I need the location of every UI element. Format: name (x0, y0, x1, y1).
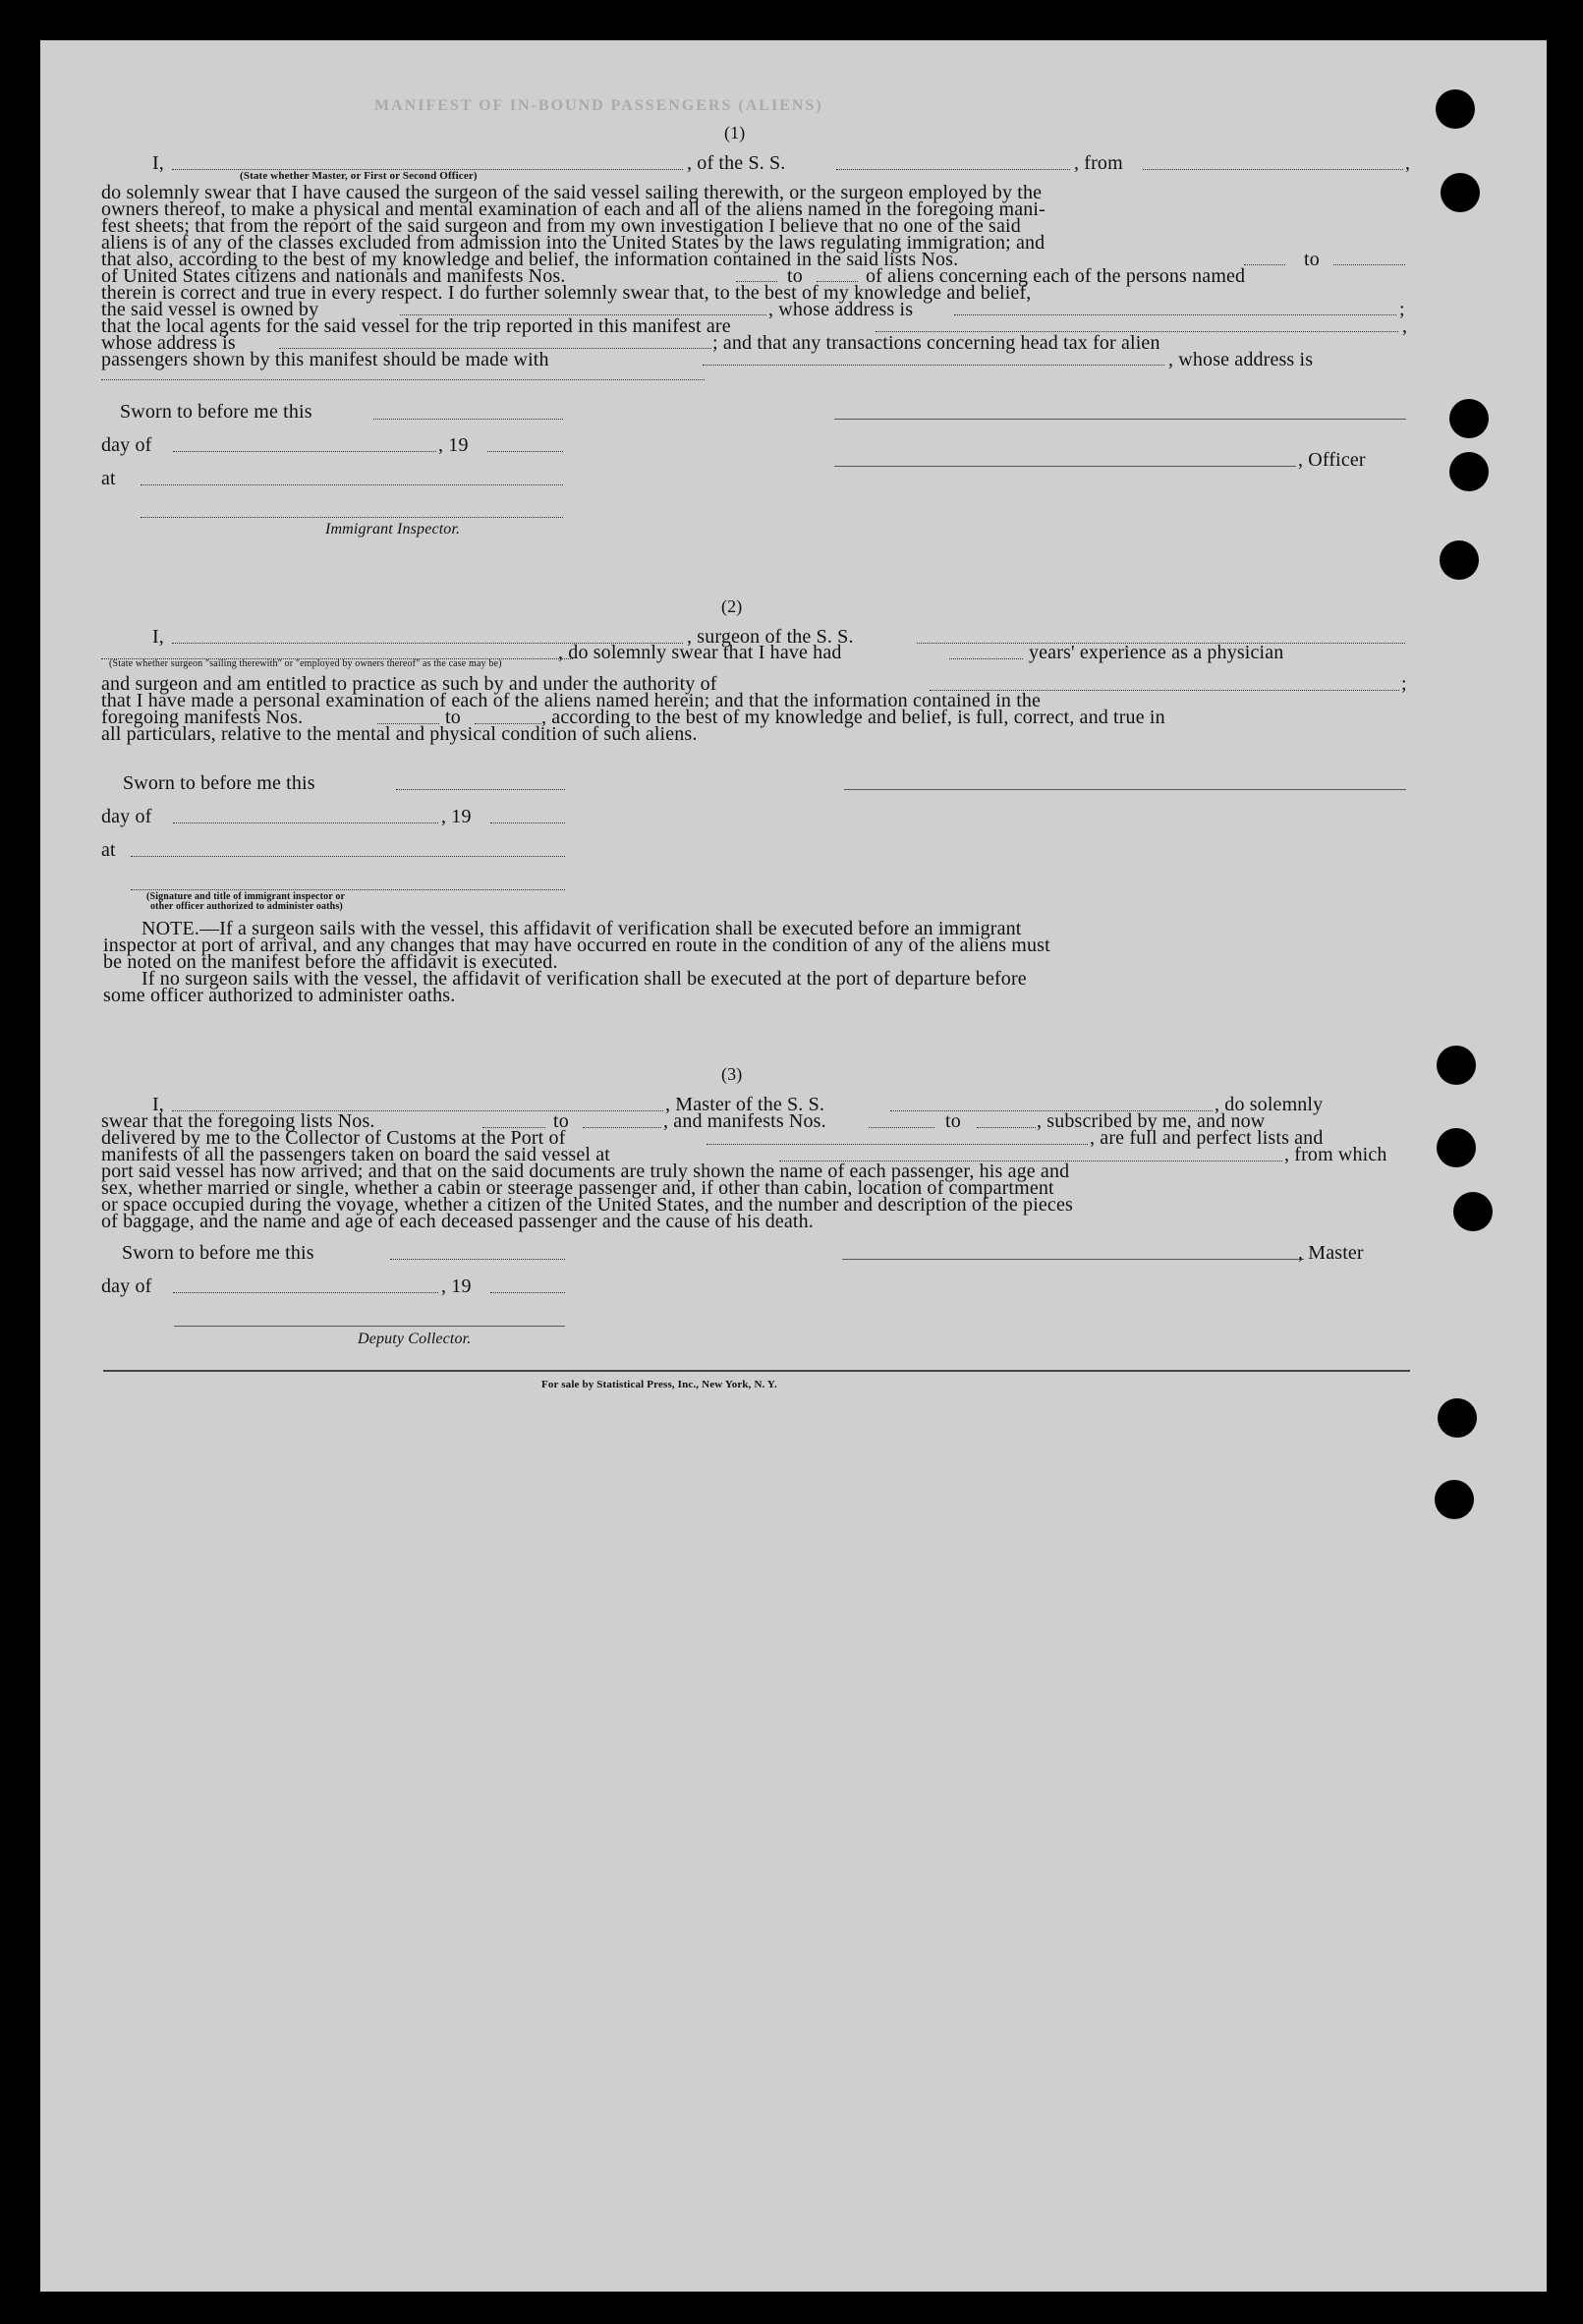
s3-para-line: , subscribed by me, and now (1037, 1110, 1266, 1132)
s1-sworn: Sworn to before me this (120, 401, 312, 423)
s2-para-line: all particulars, relative to the mental and physical condition of such aliens. (101, 723, 698, 745)
s3-master-of-ss: , Master of the S. S. (665, 1094, 825, 1115)
s3-para-line: of baggage, and the name and age of each deceased passenger and the cause of his death. (101, 1211, 814, 1232)
s1-para-line: ; and that any transactions concerning head tax for alien (712, 332, 1160, 354)
s2-sworn-day-field[interactable] (396, 789, 565, 790)
s3-dayof: day of (101, 1275, 152, 1297)
s2-note-line: If no surgeon sails with the vessel, the affidavit of verification shall be executed at the port of departure before (141, 968, 1027, 990)
s1-of-ss: , of the S. S. (687, 152, 786, 174)
s3-lists-to-field[interactable] (583, 1127, 661, 1128)
punch-hole (1441, 173, 1480, 212)
s1-comma: , (1402, 315, 1408, 337)
s2-signature-note: (Signature and title of immigrant inspector or (146, 891, 346, 902)
printer-imprint: For sale by Statistical Press, Inc., New York, N. Y. (541, 1379, 777, 1390)
s3-para-line: manifests of all the passengers taken on board the said vessel at (101, 1144, 610, 1165)
manifest-back-page (40, 40, 1547, 2292)
s2-signature-note: other officer authorized to administer oaths) (150, 901, 343, 912)
s2-month-field[interactable] (173, 822, 438, 823)
s2-i: I, (152, 626, 164, 648)
s1-at: at (101, 468, 116, 489)
s2-note-line: inspector at port of arrival, and any changes that may have occurred en route in the condition of any of the aliens must (103, 935, 1050, 956)
s2-note-line: NOTE.—If a surgeon sails with the vessel, this affidavit of verification shall be executed before an immigrant (141, 918, 1022, 939)
s3-deputy-label: Deputy Collector. (358, 1331, 472, 1347)
punch-hole (1440, 540, 1479, 580)
punch-hole (1453, 1192, 1493, 1231)
s3-para-line: delivered by me to the Collector of Customs at the Port of (101, 1127, 566, 1149)
s3-collector-signature-line[interactable] (174, 1326, 565, 1327)
head-tax-party-field[interactable] (703, 365, 1164, 366)
s1-place-field[interactable] (141, 484, 563, 485)
s1-whose-address: , whose address is (768, 299, 914, 320)
s1-para-line: passengers shown by this manifest should be made with (101, 349, 549, 370)
punch-hole (1437, 1128, 1476, 1167)
s2-at: at (101, 839, 116, 861)
s1-i: I, (152, 152, 164, 174)
s1-dayof: day of (101, 434, 152, 456)
from-port-field[interactable] (1143, 169, 1403, 170)
s1-rank-note: (State whether Master, or First or Second Officer) (240, 170, 478, 182)
s2-para-line: and surgeon and am entitled to practice as such by and under the authority of (101, 673, 717, 695)
s3-to: to (553, 1110, 569, 1132)
s1-para-line: that the local agents for the said vessel for the trip reported in this manifest are (101, 315, 731, 337)
s1-whose-address: , whose address is (1168, 349, 1314, 370)
s2-to: to (445, 707, 461, 728)
s1-from: , from (1074, 152, 1123, 174)
s1-officer-title-line[interactable] (834, 466, 1296, 467)
s1-sworn-day-field[interactable] (373, 419, 563, 420)
section-2-heading: (2) (721, 596, 743, 616)
bleed-through-text: MANIFEST OF IN-BOUND PASSENGERS (ALIENS) (374, 97, 823, 114)
s1-para-line: that also, according to the best of my knowledge and belief, the information contained in the said lists Nos. (101, 249, 959, 270)
s1-para-line: do solemnly swear that I have caused the surgeon of the said vessel sailing therewith, or the surgeon employed by the (101, 182, 1043, 203)
s1-to: to (1304, 249, 1320, 270)
customs-port-field[interactable] (707, 1144, 1088, 1145)
s2-place-field[interactable] (131, 856, 565, 857)
s3-solemnly: , do solemnly (1215, 1094, 1324, 1115)
head-tax-address-field[interactable] (101, 379, 705, 380)
s1-semicolon: ; (1399, 299, 1405, 320)
s2-para-line: foregoing manifests Nos. (101, 707, 304, 728)
s3-para-line: , are full and perfect lists and (1090, 1127, 1324, 1149)
s2-para-line: , according to the best of my knowledge and belief, is full, correct, and true in (541, 707, 1165, 728)
s3-manifests-from-field[interactable] (869, 1127, 934, 1128)
s1-officer-label: , Officer (1298, 449, 1366, 471)
s3-para-line: , and manifests Nos. (663, 1110, 826, 1132)
s3-to: to (945, 1110, 961, 1132)
owner-address-field[interactable] (954, 314, 1396, 315)
s2-year: , 19 (441, 806, 472, 827)
punch-hole (1438, 1398, 1477, 1438)
s3-master-label: , Master (1298, 1242, 1364, 1264)
s2-year-field[interactable] (490, 822, 565, 823)
s1-officer-signature-line[interactable] (834, 419, 1406, 420)
s1-year-field[interactable] (487, 451, 563, 452)
punch-hole (1437, 1046, 1476, 1085)
s1-year: , 19 (438, 434, 469, 456)
s3-sworn-day-field[interactable] (390, 1259, 565, 1260)
s1-para-line: fest sheets; that from the report of the said surgeon and from my own investigation I believe that no one of the said (101, 215, 1021, 237)
s1-para-line: aliens is of any of the classes excluded from admission into the United States by the laws regulating immigration; and (101, 232, 1046, 254)
section-3-heading: (3) (721, 1064, 743, 1084)
s2-surgeon-signature-line[interactable] (844, 789, 1406, 790)
s1-para-line: therein is correct and true in every respect. I do further solemnly swear that, to the best of my knowledge and belief, (101, 282, 1032, 304)
lists-from-field[interactable] (1244, 264, 1285, 265)
s2-swear: , do solemnly swear that I have had (558, 642, 842, 663)
s3-para-line: or space occupied during the voyage, whether a citizen of the United States, and the number and description of the pieces (101, 1194, 1073, 1216)
s3-para-line: , from which (1284, 1144, 1387, 1165)
s1-para-line: of United States citizens and nationals and manifests Nos. (101, 265, 566, 287)
s3-para-line: sex, whether married or single, whether a cabin or steerage passenger and, if other than cabin, location of compartment (101, 1177, 1054, 1199)
s1-para-line: of aliens concerning each of the persons named (866, 265, 1246, 287)
s1-para-line: the said vessel is owned by (101, 299, 319, 320)
s1-para-line: whose address is (101, 332, 236, 354)
lists-to-field[interactable] (1333, 264, 1405, 265)
s3-month-field[interactable] (173, 1292, 438, 1293)
s2-officer-signature-field[interactable] (131, 889, 565, 890)
punch-hole (1449, 452, 1489, 491)
s3-year-field[interactable] (490, 1292, 565, 1293)
punch-hole (1436, 89, 1475, 129)
s2-note-line: be noted on the manifest before the affidavit is executed. (103, 951, 558, 973)
s3-para-line: swear that the foregoing lists Nos. (101, 1110, 375, 1132)
s2-surgeon-of-ss: , surgeon of the S. S. (687, 626, 854, 648)
s3-i: I, (152, 1094, 164, 1115)
s1-from-comma: , (1405, 152, 1411, 174)
s3-sworn: Sworn to before me this (122, 1242, 314, 1264)
s1-inspector-label: Immigrant Inspector. (325, 521, 461, 538)
vessel-name-field[interactable] (836, 169, 1070, 170)
s3-para-line: port said vessel has now arrived; and that on the said documents are truly shown the name of each passenger, his age and (101, 1161, 1070, 1182)
punch-hole (1435, 1480, 1474, 1519)
s2-semicolon: ; (1401, 673, 1407, 695)
s1-to: to (787, 265, 803, 287)
s2-surgeon-note: (State whether surgeon "sailing therewith" or "employed by owners thereof" as the case may be) (109, 658, 502, 669)
s3-manifests-to-field[interactable] (977, 1127, 1036, 1128)
footer-rule (103, 1370, 1410, 1372)
s2-years: years' experience as a physician (1029, 642, 1284, 663)
section-1-heading: (1) (724, 123, 746, 142)
s1-month-field[interactable] (173, 451, 436, 452)
s3-master-signature-line[interactable] (842, 1259, 1304, 1260)
s2-para-line: that I have made a personal examination of each of the aliens named herein; and that the information contained in the (101, 690, 1042, 711)
s2-dayof: day of (101, 806, 152, 827)
s3-year: , 19 (441, 1275, 472, 1297)
s2-sworn: Sworn to before me this (123, 772, 315, 794)
years-experience-field[interactable] (949, 658, 1023, 659)
s1-para-line: owners thereof, to make a physical and mental examination of each and all of the aliens named in the foregoing mani- (101, 198, 1046, 220)
punch-hole (1449, 399, 1489, 438)
s2-note-line: some officer authorized to administer oaths. (103, 985, 456, 1006)
